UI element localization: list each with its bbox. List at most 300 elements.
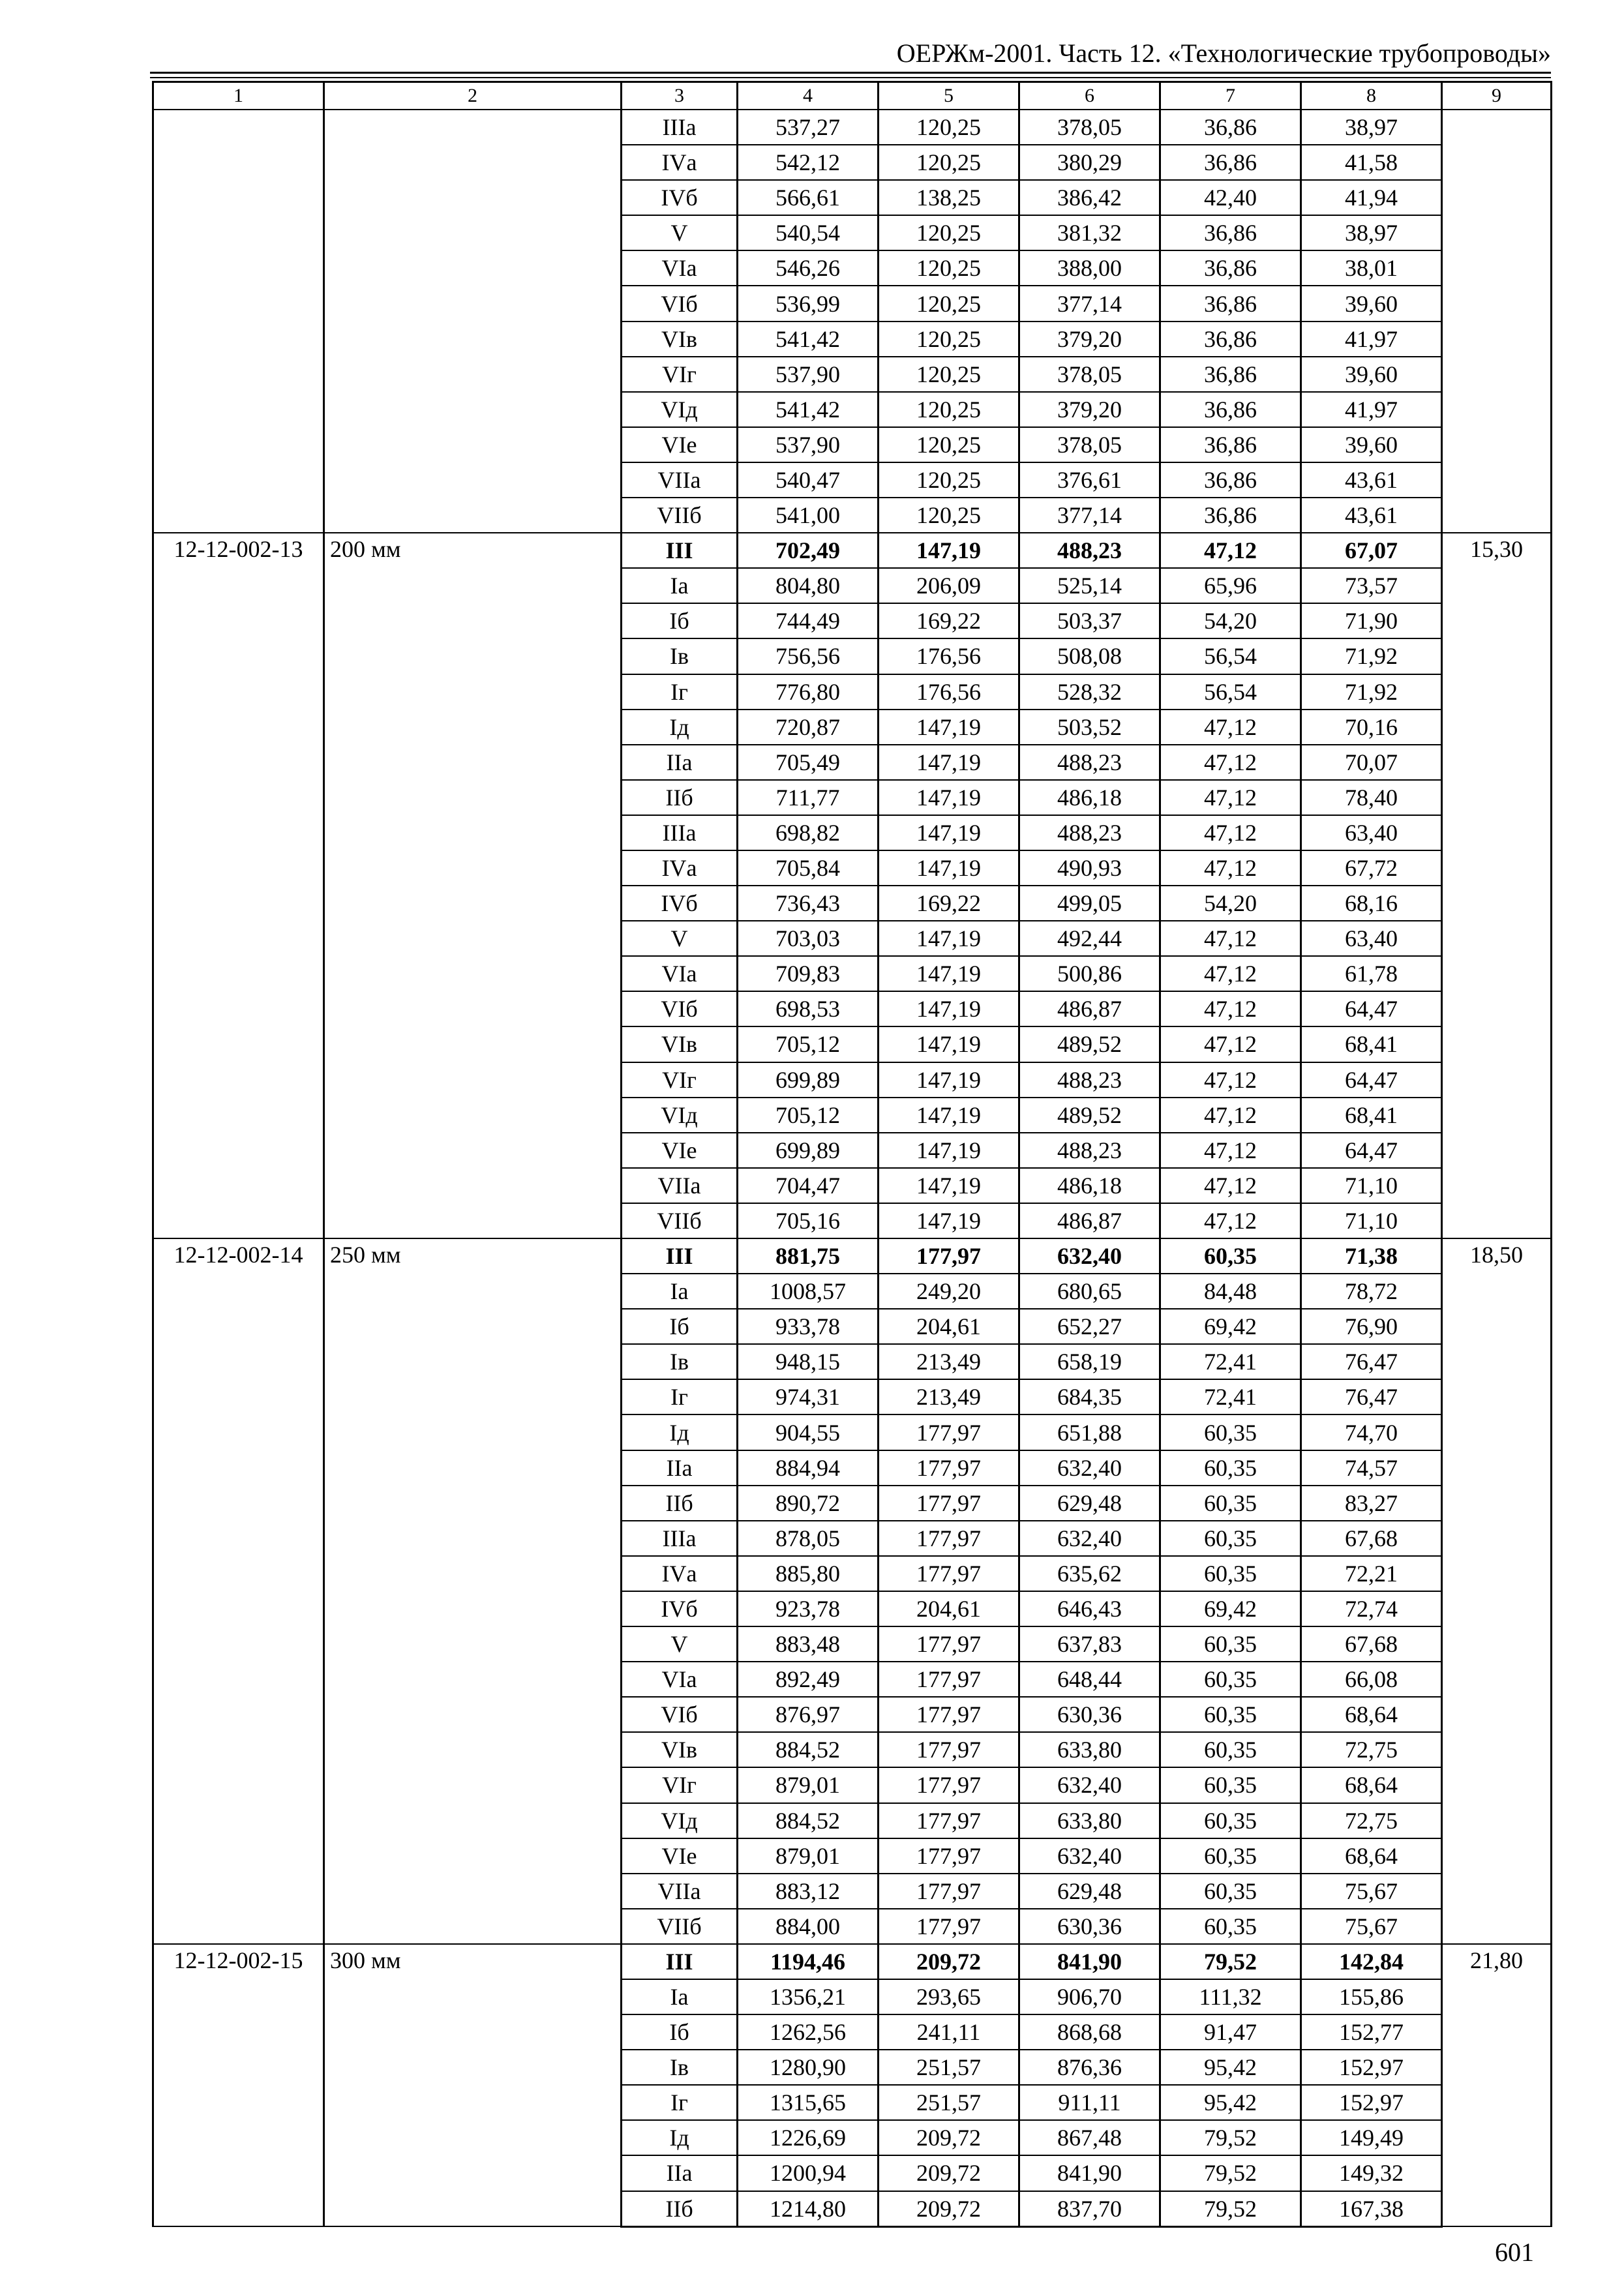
total-cost-cell: 541,00	[738, 498, 879, 533]
operator-wage-cell: 47,12	[1160, 710, 1301, 745]
variant-cell: VIа	[622, 1662, 738, 1697]
labor-cost-cell: 251,57	[879, 2085, 1019, 2120]
labor-cost-cell: 204,61	[879, 1309, 1019, 1344]
machine-cost-cell: 841,90	[1019, 2155, 1160, 2191]
materials-cost-cell: 64,47	[1301, 1133, 1442, 1168]
labor-cost-cell: 177,97	[879, 1838, 1019, 1874]
labor-cost-cell: 120,25	[879, 250, 1019, 286]
total-cost-cell: 542,12	[738, 145, 879, 180]
machine-cost-cell: 378,05	[1019, 357, 1160, 392]
variant-cell: VIб	[622, 286, 738, 321]
labor-cost-cell: 204,61	[879, 1591, 1019, 1626]
materials-cost-cell: 74,57	[1301, 1450, 1442, 1486]
machine-cost-cell: 632,40	[1019, 1767, 1160, 1803]
header-rule	[150, 72, 1551, 74]
labor-cost-cell: 213,49	[879, 1344, 1019, 1379]
labor-cost-cell: 241,11	[879, 2014, 1019, 2050]
machine-cost-cell: 488,23	[1019, 533, 1160, 568]
operator-wage-cell: 84,48	[1160, 1274, 1301, 1309]
variant-cell: IIа	[622, 2155, 738, 2191]
machine-cost-cell: 911,11	[1019, 2085, 1160, 2120]
total-cost-cell: 541,42	[738, 322, 879, 357]
code-cell: 12-12-002-14	[153, 1238, 324, 1944]
table-row	[153, 110, 1552, 145]
materials-cost-cell: 83,27	[1301, 1486, 1442, 1521]
total-cost-cell: 948,15	[738, 1344, 879, 1379]
variant-cell: VIб	[622, 991, 738, 1026]
variant-cell: VIв	[622, 1026, 738, 1062]
machine-cost-cell: 684,35	[1019, 1379, 1160, 1414]
variant-cell: VIIа	[622, 1168, 738, 1203]
operator-wage-cell: 47,12	[1160, 956, 1301, 991]
machine-cost-cell: 508,08	[1019, 638, 1160, 674]
total-cost-cell: 704,47	[738, 1168, 879, 1203]
variant-cell: VIд	[622, 1803, 738, 1838]
materials-cost-cell: 39,60	[1301, 427, 1442, 462]
total-cost-cell: 933,78	[738, 1309, 879, 1344]
variant-cell: IVб	[622, 1591, 738, 1626]
labor-cost-cell: 120,25	[879, 498, 1019, 533]
operator-wage-cell: 47,12	[1160, 780, 1301, 815]
machine-cost-cell: 630,36	[1019, 1909, 1160, 1944]
total-cost-cell: 540,47	[738, 462, 879, 498]
diameter-cell: 200 мм	[324, 533, 622, 1238]
operator-wage-cell: 60,35	[1160, 1662, 1301, 1697]
variant-cell: VIIа	[622, 1874, 738, 1909]
materials-cost-cell: 71,38	[1301, 1238, 1442, 1274]
total-cost-cell: 540,54	[738, 215, 879, 250]
materials-cost-cell: 38,97	[1301, 215, 1442, 250]
table-row	[153, 533, 1552, 568]
variant-cell: VIIб	[622, 1909, 738, 1944]
column-number: 3	[622, 82, 738, 110]
total-cost-cell: 705,16	[738, 1203, 879, 1238]
total-cost-cell: 884,52	[738, 1803, 879, 1838]
materials-cost-cell: 68,64	[1301, 1838, 1442, 1874]
operator-wage-cell: 36,86	[1160, 462, 1301, 498]
labor-cost-cell: 147,19	[879, 815, 1019, 850]
machine-cost-cell: 648,44	[1019, 1662, 1160, 1697]
machine-cost-cell: 499,05	[1019, 886, 1160, 921]
variant-cell: IIб	[622, 1486, 738, 1521]
variant-cell: IIа	[622, 745, 738, 780]
labor-cost-cell: 147,19	[879, 1203, 1019, 1238]
total-cost-cell: 709,83	[738, 956, 879, 991]
labor-cost-cell: 176,56	[879, 674, 1019, 710]
machine-cost-cell: 489,52	[1019, 1098, 1160, 1133]
variant-cell: VIе	[622, 427, 738, 462]
variant-cell: IIIа	[622, 1521, 738, 1556]
operator-wage-cell: 42,40	[1160, 180, 1301, 215]
labor-cost-cell: 147,19	[879, 1062, 1019, 1098]
operator-wage-cell: 60,35	[1160, 1238, 1301, 1274]
materials-cost-cell: 167,38	[1301, 2191, 1442, 2227]
materials-cost-cell: 72,75	[1301, 1803, 1442, 1838]
materials-cost-cell: 70,07	[1301, 745, 1442, 780]
total-cost-cell: 1315,65	[738, 2085, 879, 2120]
labor-cost-cell: 120,25	[879, 322, 1019, 357]
materials-cost-cell: 78,72	[1301, 1274, 1442, 1309]
materials-cost-cell: 72,75	[1301, 1732, 1442, 1767]
materials-cost-cell: 76,90	[1301, 1309, 1442, 1344]
machine-cost-cell: 629,48	[1019, 1874, 1160, 1909]
variant-cell: Iг	[622, 2085, 738, 2120]
machine-cost-cell: 388,00	[1019, 250, 1160, 286]
machine-cost-cell: 841,90	[1019, 1944, 1160, 1979]
materials-cost-cell: 75,67	[1301, 1874, 1442, 1909]
operator-wage-cell: 47,12	[1160, 850, 1301, 886]
machine-cost-cell: 379,20	[1019, 322, 1160, 357]
total-cost-cell: 904,55	[738, 1414, 879, 1450]
labor-cost-cell: 177,97	[879, 1521, 1019, 1556]
total-cost-cell: 884,52	[738, 1732, 879, 1767]
total-cost-cell: 720,87	[738, 710, 879, 745]
machine-cost-cell: 633,80	[1019, 1803, 1160, 1838]
machine-cost-cell: 632,40	[1019, 1521, 1160, 1556]
total-cost-cell: 883,48	[738, 1626, 879, 1662]
total-cost-cell: 1226,69	[738, 2120, 879, 2155]
machine-cost-cell: 503,37	[1019, 603, 1160, 638]
variant-cell: Iд	[622, 710, 738, 745]
total-cost-cell: 705,84	[738, 850, 879, 886]
materials-cost-cell: 152,97	[1301, 2050, 1442, 2085]
machine-cost-cell: 632,40	[1019, 1838, 1160, 1874]
labor-cost-cell: 209,72	[879, 2155, 1019, 2191]
column-number: 6	[1019, 82, 1160, 110]
materials-cost-cell: 43,61	[1301, 498, 1442, 533]
operator-wage-cell: 36,86	[1160, 286, 1301, 321]
variant-cell: VIг	[622, 1767, 738, 1803]
machine-cost-cell: 490,93	[1019, 850, 1160, 886]
variant-cell: IIIа	[622, 110, 738, 145]
operator-wage-cell: 47,12	[1160, 815, 1301, 850]
machine-cost-cell: 651,88	[1019, 1414, 1160, 1450]
labor-hours-cell: 15,30	[1442, 533, 1552, 1238]
machine-cost-cell: 837,70	[1019, 2191, 1160, 2227]
variant-cell: VIIб	[622, 498, 738, 533]
labor-cost-cell: 147,19	[879, 1026, 1019, 1062]
variant-cell: VIIа	[622, 462, 738, 498]
materials-cost-cell: 152,97	[1301, 2085, 1442, 2120]
total-cost-cell: 881,75	[738, 1238, 879, 1274]
operator-wage-cell: 60,35	[1160, 1909, 1301, 1944]
materials-cost-cell: 76,47	[1301, 1344, 1442, 1379]
machine-cost-cell: 867,48	[1019, 2120, 1160, 2155]
total-cost-cell: 923,78	[738, 1591, 879, 1626]
materials-cost-cell: 67,68	[1301, 1626, 1442, 1662]
labor-cost-cell: 177,97	[879, 1874, 1019, 1909]
materials-cost-cell: 71,10	[1301, 1168, 1442, 1203]
operator-wage-cell: 60,35	[1160, 1450, 1301, 1486]
code-cell	[153, 110, 324, 533]
variant-cell: IVб	[622, 180, 738, 215]
materials-cost-cell: 68,64	[1301, 1697, 1442, 1732]
total-cost-cell: 744,49	[738, 603, 879, 638]
total-cost-cell: 711,77	[738, 780, 879, 815]
operator-wage-cell: 72,41	[1160, 1344, 1301, 1379]
materials-cost-cell: 71,10	[1301, 1203, 1442, 1238]
variant-cell: III	[622, 1944, 738, 1979]
operator-wage-cell: 79,52	[1160, 1944, 1301, 1979]
machine-cost-cell: 632,40	[1019, 1450, 1160, 1486]
variant-cell: Iд	[622, 2120, 738, 2155]
operator-wage-cell: 111,32	[1160, 1979, 1301, 2014]
materials-cost-cell: 71,92	[1301, 674, 1442, 710]
variant-cell: VIе	[622, 1838, 738, 1874]
total-cost-cell: 698,82	[738, 815, 879, 850]
variant-cell: Iа	[622, 1979, 738, 2014]
total-cost-cell: 736,43	[738, 886, 879, 921]
machine-cost-cell: 488,23	[1019, 745, 1160, 780]
operator-wage-cell: 60,35	[1160, 1874, 1301, 1909]
labor-cost-cell: 147,19	[879, 780, 1019, 815]
labor-cost-cell: 120,25	[879, 110, 1019, 145]
total-cost-cell: 702,49	[738, 533, 879, 568]
variant-cell: IVб	[622, 886, 738, 921]
total-cost-cell: 546,26	[738, 250, 879, 286]
variant-cell: Iг	[622, 1379, 738, 1414]
materials-cost-cell: 152,77	[1301, 2014, 1442, 2050]
machine-cost-cell: 486,18	[1019, 780, 1160, 815]
variant-cell: Iв	[622, 2050, 738, 2085]
variant-cell: Iв	[622, 1344, 738, 1379]
total-cost-cell: 883,12	[738, 1874, 879, 1909]
labor-cost-cell: 177,97	[879, 1732, 1019, 1767]
machine-cost-cell: 376,61	[1019, 462, 1160, 498]
materials-cost-cell: 61,78	[1301, 956, 1442, 991]
diameter-cell	[324, 110, 622, 533]
running-header: ОЕРЖм-2001. Часть 12. «Технологические трубопроводы»	[896, 38, 1551, 68]
materials-cost-cell: 72,21	[1301, 1556, 1442, 1591]
labor-cost-cell: 177,97	[879, 1486, 1019, 1521]
variant-cell: VIа	[622, 956, 738, 991]
labor-hours-cell: 18,50	[1442, 1238, 1552, 1944]
operator-wage-cell: 47,12	[1160, 745, 1301, 780]
operator-wage-cell: 79,52	[1160, 2155, 1301, 2191]
materials-cost-cell: 68,64	[1301, 1767, 1442, 1803]
machine-cost-cell: 630,36	[1019, 1697, 1160, 1732]
labor-cost-cell: 177,97	[879, 1909, 1019, 1944]
total-cost-cell: 876,97	[738, 1697, 879, 1732]
total-cost-cell: 698,53	[738, 991, 879, 1026]
variant-cell: IIIа	[622, 815, 738, 850]
labor-cost-cell: 177,97	[879, 1414, 1019, 1450]
column-number: 2	[324, 82, 622, 110]
column-number-row	[153, 82, 1552, 110]
operator-wage-cell: 36,86	[1160, 498, 1301, 533]
machine-cost-cell: 652,27	[1019, 1309, 1160, 1344]
labor-cost-cell: 177,97	[879, 1556, 1019, 1591]
machine-cost-cell: 492,44	[1019, 921, 1160, 956]
total-cost-cell: 1214,80	[738, 2191, 879, 2227]
variant-cell: VIд	[622, 392, 738, 427]
materials-cost-cell: 64,47	[1301, 991, 1442, 1026]
variant-cell: IVа	[622, 850, 738, 886]
total-cost-cell: 541,42	[738, 392, 879, 427]
operator-wage-cell: 56,54	[1160, 638, 1301, 674]
variant-cell: VIб	[622, 1697, 738, 1732]
variant-cell: III	[622, 533, 738, 568]
variant-cell: Iв	[622, 638, 738, 674]
labor-hours-cell: 21,80	[1442, 1944, 1552, 2226]
machine-cost-cell: 380,29	[1019, 145, 1160, 180]
total-cost-cell: 776,80	[738, 674, 879, 710]
machine-cost-cell: 381,32	[1019, 215, 1160, 250]
labor-cost-cell: 177,97	[879, 1450, 1019, 1486]
labor-cost-cell: 169,22	[879, 886, 1019, 921]
total-cost-cell: 974,31	[738, 1379, 879, 1414]
labor-cost-cell: 120,25	[879, 392, 1019, 427]
materials-cost-cell: 39,60	[1301, 286, 1442, 321]
operator-wage-cell: 79,52	[1160, 2120, 1301, 2155]
materials-cost-cell: 74,70	[1301, 1414, 1442, 1450]
materials-cost-cell: 64,47	[1301, 1062, 1442, 1098]
machine-cost-cell: 906,70	[1019, 1979, 1160, 2014]
operator-wage-cell: 47,12	[1160, 533, 1301, 568]
operator-wage-cell: 47,12	[1160, 1098, 1301, 1133]
operator-wage-cell: 36,86	[1160, 357, 1301, 392]
diameter-cell: 300 мм	[324, 1944, 622, 2226]
total-cost-cell: 885,80	[738, 1556, 879, 1591]
machine-cost-cell: 378,05	[1019, 427, 1160, 462]
variant-cell: III	[622, 1238, 738, 1274]
machine-cost-cell: 378,05	[1019, 110, 1160, 145]
total-cost-cell: 537,90	[738, 427, 879, 462]
variant-cell: Iб	[622, 2014, 738, 2050]
total-cost-cell: 756,56	[738, 638, 879, 674]
total-cost-cell: 705,12	[738, 1098, 879, 1133]
variant-cell: IVа	[622, 145, 738, 180]
variant-cell: V	[622, 1626, 738, 1662]
total-cost-cell: 890,72	[738, 1486, 879, 1521]
operator-wage-cell: 65,96	[1160, 568, 1301, 603]
variant-cell: VIг	[622, 357, 738, 392]
operator-wage-cell: 60,35	[1160, 1486, 1301, 1521]
machine-cost-cell: 528,32	[1019, 674, 1160, 710]
machine-cost-cell: 488,23	[1019, 1133, 1160, 1168]
machine-cost-cell: 486,87	[1019, 991, 1160, 1026]
machine-cost-cell: 488,23	[1019, 1062, 1160, 1098]
operator-wage-cell: 60,35	[1160, 1767, 1301, 1803]
labor-cost-cell: 147,19	[879, 921, 1019, 956]
variant-cell: VIв	[622, 1732, 738, 1767]
column-number: 8	[1301, 82, 1442, 110]
materials-cost-cell: 67,07	[1301, 533, 1442, 568]
materials-cost-cell: 76,47	[1301, 1379, 1442, 1414]
materials-cost-cell: 70,16	[1301, 710, 1442, 745]
materials-cost-cell: 66,08	[1301, 1662, 1442, 1697]
operator-wage-cell: 47,12	[1160, 1203, 1301, 1238]
variant-cell: VIIб	[622, 1203, 738, 1238]
materials-cost-cell: 73,57	[1301, 568, 1442, 603]
operator-wage-cell: 47,12	[1160, 1062, 1301, 1098]
machine-cost-cell: 680,65	[1019, 1274, 1160, 1309]
operator-wage-cell: 36,86	[1160, 110, 1301, 145]
variant-cell: IIб	[622, 780, 738, 815]
materials-cost-cell: 68,16	[1301, 886, 1442, 921]
materials-cost-cell: 68,41	[1301, 1026, 1442, 1062]
total-cost-cell: 1194,46	[738, 1944, 879, 1979]
variant-cell: VIг	[622, 1062, 738, 1098]
labor-cost-cell: 176,56	[879, 638, 1019, 674]
operator-wage-cell: 95,42	[1160, 2050, 1301, 2085]
labor-cost-cell: 147,19	[879, 1133, 1019, 1168]
labor-cost-cell: 213,49	[879, 1379, 1019, 1414]
variant-cell: VIе	[622, 1133, 738, 1168]
operator-wage-cell: 54,20	[1160, 886, 1301, 921]
total-cost-cell: 537,27	[738, 110, 879, 145]
column-number: 4	[738, 82, 879, 110]
variant-cell: VIв	[622, 322, 738, 357]
column-number: 1	[153, 82, 324, 110]
operator-wage-cell: 60,35	[1160, 1414, 1301, 1450]
labor-cost-cell: 209,72	[879, 2191, 1019, 2227]
machine-cost-cell: 646,43	[1019, 1591, 1160, 1626]
variant-cell: Iд	[622, 1414, 738, 1450]
machine-cost-cell: 386,42	[1019, 180, 1160, 215]
machine-cost-cell: 500,86	[1019, 956, 1160, 991]
machine-cost-cell: 379,20	[1019, 392, 1160, 427]
operator-wage-cell: 69,42	[1160, 1591, 1301, 1626]
materials-cost-cell: 38,97	[1301, 110, 1442, 145]
materials-cost-cell: 43,61	[1301, 462, 1442, 498]
page-number: 601	[1495, 2237, 1534, 2267]
labor-cost-cell: 293,65	[879, 1979, 1019, 2014]
total-cost-cell: 892,49	[738, 1662, 879, 1697]
materials-cost-cell: 75,67	[1301, 1909, 1442, 1944]
machine-cost-cell: 876,36	[1019, 2050, 1160, 2085]
header-rule-thin	[150, 77, 1551, 78]
machine-cost-cell: 632,40	[1019, 1238, 1160, 1274]
total-cost-cell: 1356,21	[738, 1979, 879, 2014]
machine-cost-cell: 503,52	[1019, 710, 1160, 745]
column-number: 7	[1160, 82, 1301, 110]
materials-cost-cell: 149,49	[1301, 2120, 1442, 2155]
table-row	[153, 1944, 1552, 1979]
total-cost-cell: 699,89	[738, 1133, 879, 1168]
total-cost-cell: 537,90	[738, 357, 879, 392]
materials-cost-cell: 71,90	[1301, 603, 1442, 638]
materials-cost-cell: 78,40	[1301, 780, 1442, 815]
labor-cost-cell: 120,25	[879, 427, 1019, 462]
materials-cost-cell: 41,97	[1301, 392, 1442, 427]
operator-wage-cell: 36,86	[1160, 145, 1301, 180]
variant-cell: IVа	[622, 1556, 738, 1591]
labor-cost-cell: 147,19	[879, 710, 1019, 745]
total-cost-cell: 1280,90	[738, 2050, 879, 2085]
variant-cell: Iб	[622, 603, 738, 638]
variant-cell: VIа	[622, 250, 738, 286]
materials-cost-cell: 63,40	[1301, 815, 1442, 850]
materials-cost-cell: 149,32	[1301, 2155, 1442, 2191]
machine-cost-cell: 489,52	[1019, 1026, 1160, 1062]
labor-cost-cell: 206,09	[879, 568, 1019, 603]
operator-wage-cell: 56,54	[1160, 674, 1301, 710]
labor-hours-cell	[1442, 110, 1552, 533]
operator-wage-cell: 60,35	[1160, 1521, 1301, 1556]
column-number: 5	[879, 82, 1019, 110]
variant-cell: Iг	[622, 674, 738, 710]
materials-cost-cell: 41,97	[1301, 322, 1442, 357]
operator-wage-cell: 91,47	[1160, 2014, 1301, 2050]
variant-cell: V	[622, 215, 738, 250]
variant-cell: Iа	[622, 568, 738, 603]
total-cost-cell: 884,94	[738, 1450, 879, 1486]
variant-cell: IIб	[622, 2191, 738, 2227]
labor-cost-cell: 177,97	[879, 1662, 1019, 1697]
materials-cost-cell: 155,86	[1301, 1979, 1442, 2014]
operator-wage-cell: 47,12	[1160, 921, 1301, 956]
